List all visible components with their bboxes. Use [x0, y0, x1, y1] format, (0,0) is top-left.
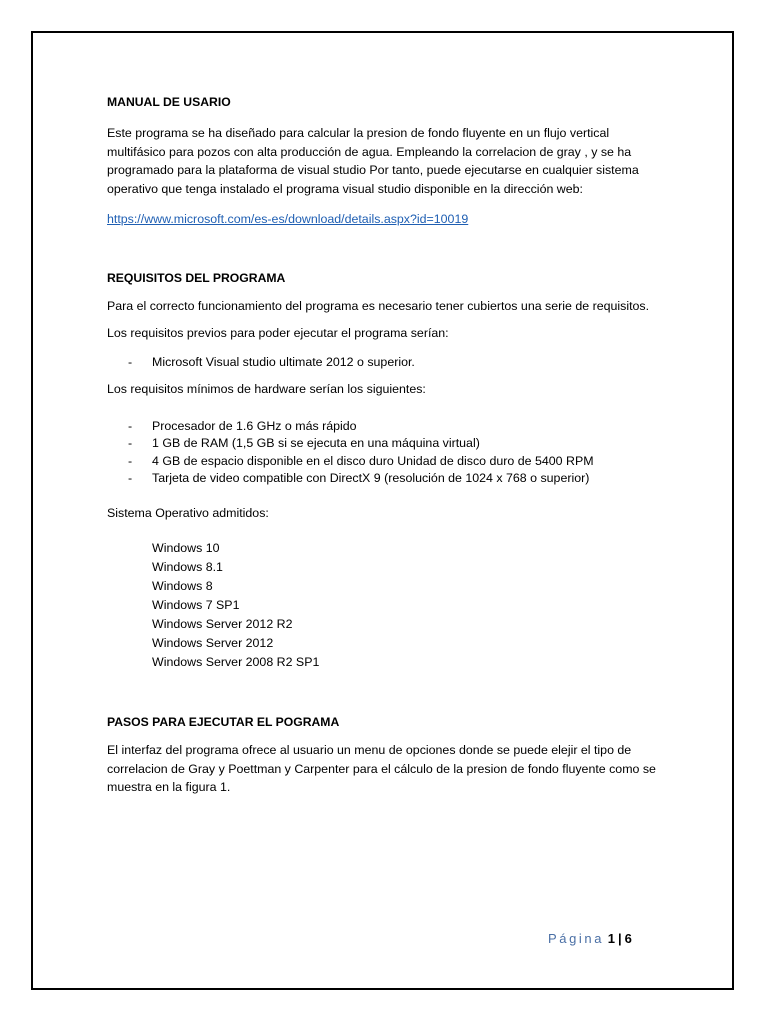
download-link[interactable]: https://www.microsoft.com/es-es/download/details.aspx?id=10019 [107, 212, 469, 227]
os-label: Sistema Operativo admitidos: [107, 505, 269, 520]
list-item: - 4 GB de espacio disponible en el disco duro Unidad de disco duro de 5400 RPM [128, 453, 594, 468]
list-item: Windows 10 [152, 540, 220, 555]
document-body [107, 93, 667, 797]
list-item: - 1 GB de RAM (1,5 GB si se ejecuta en una máquina virtual) [128, 436, 480, 451]
list-item: - Microsoft Visual studio ultimate 2012 o superior. [128, 354, 415, 369]
page-label: Página [548, 931, 605, 946]
list-item: Windows 8.1 [152, 559, 223, 574]
hardware-list [107, 418, 667, 488]
list-item: Windows 8 [152, 578, 213, 593]
requisitos-previos-label: Los requisitos previos para poder ejecutar el programa serían: [107, 326, 449, 341]
list-item: Windows Server 2012 R2 [152, 616, 293, 631]
list-item: - Procesador de 1.6 GHz o más rápido [128, 418, 357, 433]
os-list [107, 539, 667, 672]
requisitos-intro: Para el correcto funcionamiento del programa es necesario tener cubiertos una serie de requisitos. [107, 298, 650, 313]
pasos-title: PASOS PARA EJECUTAR EL POGRAMA [107, 714, 340, 729]
list-item: Windows Server 2008 R2 SP1 [152, 654, 320, 669]
requisitos-previos-list [107, 354, 667, 372]
manual-title: MANUAL DE USARIO [107, 95, 231, 109]
list-item: Windows Server 2012 [152, 635, 274, 650]
requisitos-title: REQUISITOS DEL PROGRAMA [107, 271, 286, 286]
list-item: - Tarjeta de video compatible con DirectX 9 (resolución de 1024 x 768 o superior) [128, 471, 590, 486]
pasos-text: El interfaz del programa ofrece al usuario un menu de opciones donde se puede elejir el tipo de correlacion de Gray y Poettman y Carpenter para el cálculo de la presion de fondo fluyente como se muestra en la figura 1. [107, 743, 656, 795]
list-item: Windows 7 SP1 [152, 597, 240, 612]
manual-intro: Este programa se ha diseñado para calcular la presion de fondo fluyente en un flujo vertical multifásico para pozos con alta producción de agua. Empleando la correlacion de gray , y se ha programado para la plataforma de visual studio Por tanto, puede ejecutarse en cualquier sistema operativo que tenga instalado el programa visual studio disponible en la dirección web: [107, 126, 639, 196]
total-pages: 6 [624, 931, 632, 946]
hardware-label: Los requisitos mínimos de hardware serían los siguientes: [107, 382, 426, 397]
page-separator: | [617, 931, 622, 946]
page-number-footer [548, 931, 632, 946]
current-page: 1 [607, 931, 615, 946]
